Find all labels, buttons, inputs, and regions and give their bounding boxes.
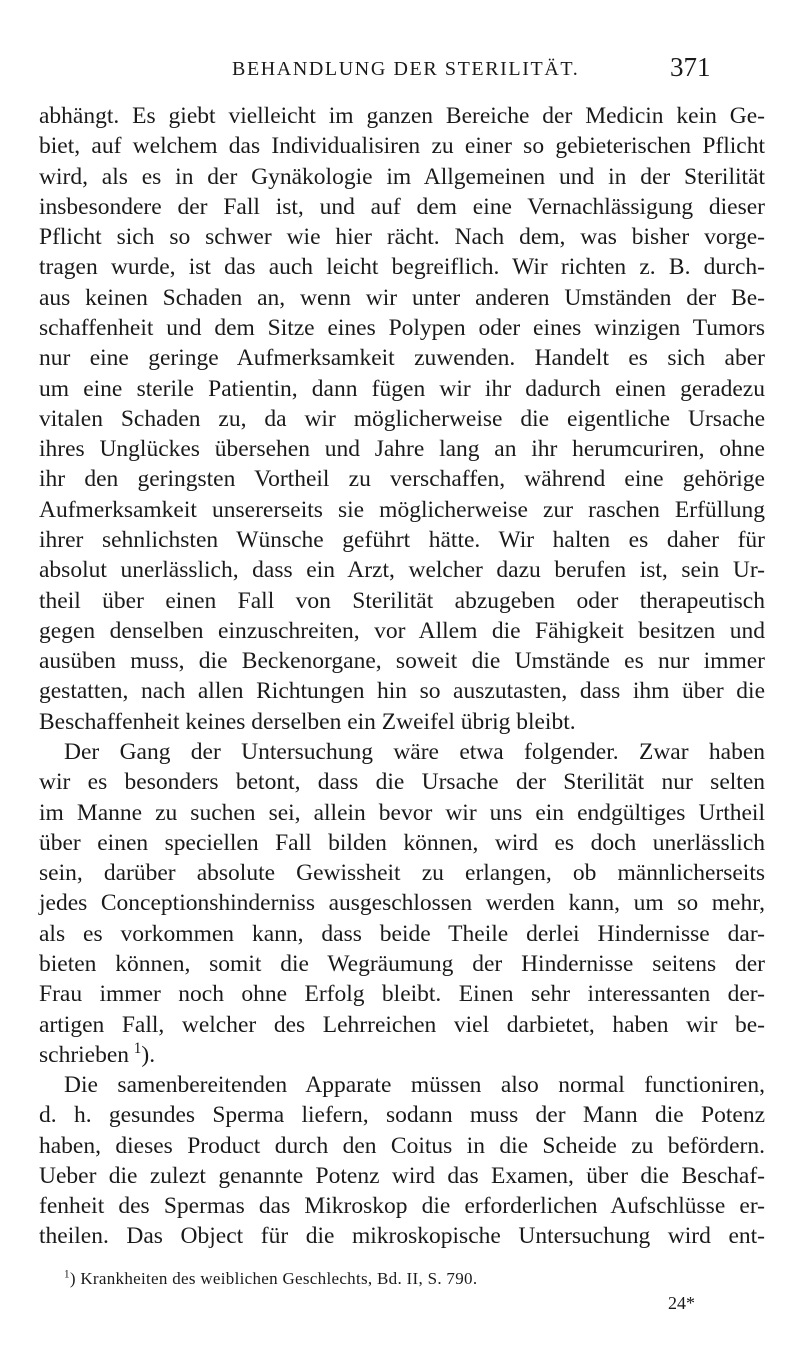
text-fragment: schrieben bbox=[39, 1042, 130, 1068]
text-line: wird, als es in der Gynäkologie im Allgemeinen und in der Sterilität bbox=[39, 164, 765, 190]
footnote-text: Krankheiten des weiblichen Geschlechts, Bd. II, S. 790. bbox=[80, 1269, 478, 1288]
text-line: haben, dieses Product durch den Coitus in die Scheide zu befördern. bbox=[39, 1133, 765, 1159]
text-line: biet, auf welchem das Individualisiren zu einer so gebieterischen Pflicht bbox=[39, 133, 765, 159]
footnote-reference-suffix: ). bbox=[141, 1042, 156, 1068]
page-number: 371 bbox=[670, 52, 711, 82]
text-line: absolut unerlässlich, dass ein Arzt, welcher dazu berufen ist, sein Ur- bbox=[39, 557, 765, 583]
text-line: um eine sterile Patientin, dann fügen wir ihr dadurch einen geradezu bbox=[39, 376, 765, 402]
text-line: ausüben muss, die Beckenorgane, soweit die Umstände es nur immer bbox=[39, 648, 765, 674]
text-line: d. h. gesundes Sperma liefern, sodann muss der Mann die Potenz bbox=[39, 1102, 765, 1128]
text-line: wir es besonders betont, dass die Ursache der Sterilität nur selten bbox=[39, 769, 765, 795]
text-line: Ueber die zulezt genannte Potenz wird das Examen, über die Beschaf- bbox=[39, 1163, 765, 1189]
text-line: vitalen Schaden zu, da wir möglicherweise die eigentliche Ursache bbox=[39, 406, 765, 432]
text-line: ihr den geringsten Vortheil zu verschaffen, während eine gehörige bbox=[39, 466, 765, 492]
text-line-with-footnote-ref bbox=[39, 1040, 156, 1068]
text-line: als es vorkommen kann, dass beide Theile derlei Hindernisse dar- bbox=[39, 921, 765, 947]
text-line: jedes Conceptionshinderniss ausgeschlossen werden kann, um so mehr, bbox=[39, 890, 765, 916]
text-line: schaffenheit und dem Sitze eines Polypen oder eines winzigen Tumors bbox=[39, 315, 765, 341]
text-line: fenheit des Spermas das Mikroskop die erforderlichen Aufschlüsse er- bbox=[39, 1193, 765, 1219]
paragraph-start-line: Die samenbereitenden Apparate müssen also normal functioniren, bbox=[64, 1072, 765, 1098]
running-title: BEHANDLUNG DER STERILITÄT. bbox=[232, 58, 580, 80]
text-line: ihres Unglückes übersehen und Jahre lang an ihr herumcuriren, ohne bbox=[39, 436, 765, 462]
text-line: ihrer sehnlichsten Wünsche geführt hätte. Wir halten es daher für bbox=[39, 527, 765, 553]
footnote-reference: 1 bbox=[133, 1040, 142, 1058]
footnote-marker-suffix: ) bbox=[69, 1269, 76, 1288]
text-line: nur eine geringe Aufmerksamkeit zuwenden. Handelt es sich aber bbox=[39, 345, 765, 371]
text-line: sein, darüber absolute Gewissheit zu erlangen, ob männlicherseits bbox=[39, 860, 765, 886]
text-line: gestatten, nach allen Richtungen hin so auszutasten, dass ihm über die bbox=[39, 678, 765, 704]
text-line: Pflicht sich so schwer wie hier rächt. Nach dem, was bisher vorge- bbox=[39, 224, 765, 250]
signature-mark: 24* bbox=[668, 1293, 695, 1313]
text-line: aus keinen Schaden an, wenn wir unter anderen Umständen der Be- bbox=[39, 285, 765, 311]
text-line: über einen speciellen Fall bilden können, wird es doch unerlässlich bbox=[39, 830, 765, 856]
text-line: Beschaffenheit keines derselben ein Zweifel übrig bleibt. bbox=[39, 709, 576, 735]
text-line: im Manne zu suchen sei, allein bevor wir uns ein endgültiges Urtheil bbox=[39, 800, 765, 826]
footnote bbox=[64, 1269, 477, 1289]
text-line: theil über einen Fall von Sterilität abzugeben oder therapeutisch bbox=[39, 588, 765, 614]
paragraph-start-line: Der Gang der Untersuchung wäre etwa folgender. Zwar haben bbox=[64, 739, 765, 765]
text-line: abhängt. Es giebt vielleicht im ganzen Bereiche der Medicin kein Ge- bbox=[39, 103, 765, 129]
text-line: artigen Fall, welcher des Lehrreichen viel darbietet, haben wir be- bbox=[39, 1012, 765, 1038]
text-line: Frau immer noch ohne Erfolg bleibt. Einen sehr interessanten der- bbox=[39, 981, 765, 1007]
footnote-marker: 1 bbox=[64, 1268, 70, 1281]
text-line: Aufmerksamkeit unsererseits sie möglicherweise zur raschen Erfüllung bbox=[39, 497, 765, 523]
text-line: gegen denselben einzuschreiten, vor Allem die Fähigkeit besitzen und bbox=[39, 618, 765, 644]
text-line: bieten können, somit die Wegräumung der Hindernisse seitens der bbox=[39, 951, 765, 977]
text-line: theilen. Das Object für die mikroskopische Untersuchung wird ent- bbox=[39, 1223, 765, 1249]
text-line: insbesondere der Fall ist, und auf dem eine Vernachlässigung dieser bbox=[39, 194, 765, 220]
text-line: tragen wurde, ist das auch leicht begreiflich. Wir richten z. B. durch- bbox=[39, 254, 765, 280]
